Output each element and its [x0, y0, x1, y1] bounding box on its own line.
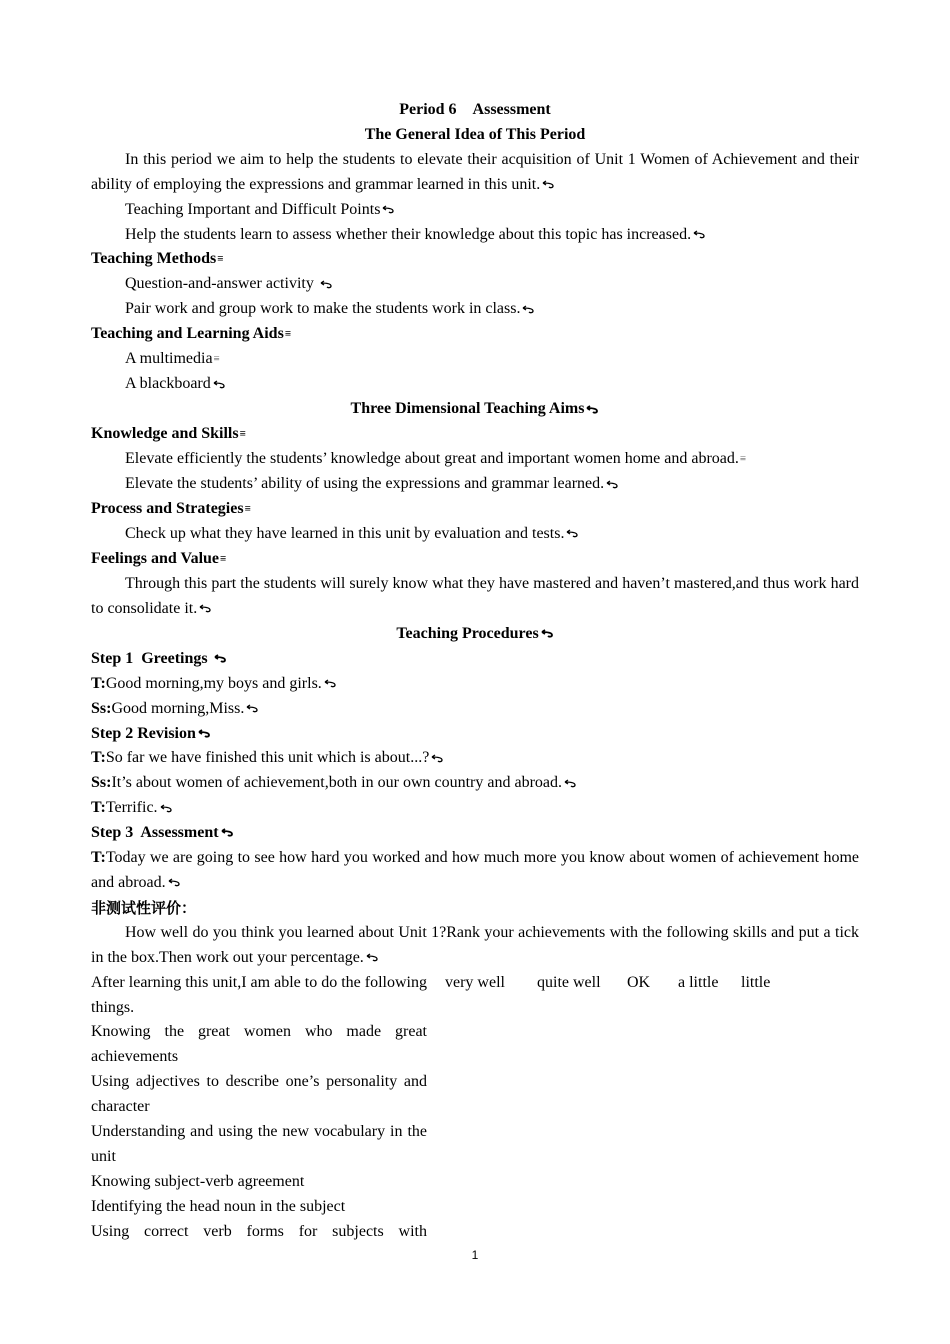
return-mark-icon — [323, 679, 337, 689]
important-points-label: Teaching Important and Difficult Points — [91, 198, 859, 223]
method-item: Pair work and group work to make the students work in class. — [91, 297, 859, 322]
knowledge-item: Elevate efficiently the students’ knowledge about great and important women home and abroad.≡ — [91, 447, 859, 472]
rating-headers — [445, 971, 781, 1245]
knowledge-heading: Knowledge and Skills≡ — [91, 422, 859, 447]
aids-heading: Teaching and Learning Aids≡ — [91, 322, 859, 347]
document-page — [91, 98, 859, 1245]
table-row: Understanding and using the new vocabulary in the unit — [91, 1123, 427, 1165]
return-mark-icon — [565, 529, 579, 539]
procedures-heading: Teaching Procedures — [91, 622, 859, 647]
step2-heading: Step 2 Revision — [91, 722, 859, 747]
self-assessment-table — [91, 971, 859, 1245]
return-mark-icon — [563, 779, 577, 789]
method-item: Question-and-answer activity — [91, 272, 859, 297]
important-points-text: Help the students learn to assess whether their knowledge about this topic has increased. — [91, 223, 859, 248]
paragraph-mark-icon: ≡ — [213, 353, 220, 366]
general-idea-paragraph: In this period we aim to help the students to elevate their acquisition of Unit 1 Women of Achievement and their ability of employing the expressions and grammar learned in this unit. — [91, 150, 859, 193]
paragraph-mark-icon: ≡ — [284, 328, 292, 341]
dialogue-line: T:Terrific. — [91, 796, 859, 821]
dialogue-line: T:So far we have finished this unit which is about...? — [91, 746, 859, 771]
return-mark-icon — [319, 280, 333, 290]
rank-instructions: How well do you think you learned about Unit 1?Rank your achievements with the following skills and put a tick in the box.Then work out your percentage. — [91, 923, 859, 966]
general-idea-heading: The General Idea of This Period — [364, 125, 586, 143]
methods-heading: Teaching Methods≡ — [91, 247, 859, 272]
skills-column — [91, 971, 427, 1245]
return-mark-icon — [605, 480, 619, 490]
table-row: Using adjectives to describe one’s personality and character — [91, 1073, 427, 1116]
header-very-well: very well — [445, 973, 505, 991]
feelings-heading: Feelings and Value≡ — [91, 547, 859, 572]
dialogue-line: T:Good morning,my boys and girls. — [91, 672, 859, 697]
process-text: Check up what they have learned in this unit by evaluation and tests. — [91, 522, 859, 547]
return-mark-icon — [212, 380, 226, 390]
return-mark-icon — [197, 729, 211, 739]
return-mark-icon — [692, 230, 706, 240]
return-mark-icon — [220, 828, 234, 838]
step1-heading: Step 1 Greetings — [91, 647, 859, 672]
process-heading: Process and Strategies≡ — [91, 497, 859, 522]
page-number: 1 — [471, 1248, 479, 1262]
return-mark-icon — [585, 405, 599, 415]
return-mark-icon — [540, 629, 554, 639]
return-mark-icon — [198, 604, 212, 614]
step3-text: T:Today we are going to see how hard you worked and how much more you know about women of achievement home and abroad. — [91, 849, 859, 891]
table-row: Using correct verb forms for subjects with — [91, 1222, 427, 1240]
feelings-text: Through this part the students will surely know what they have mastered and haven’t mastered,and thus work hard to consolidate it. — [91, 575, 859, 617]
paragraph-mark-icon: ≡ — [244, 503, 251, 516]
cn-heading: 非测试性评价： — [91, 898, 197, 917]
header-a-little: a little — [678, 973, 719, 991]
table-row: Knowing subject-verb agreement — [91, 1172, 305, 1190]
return-mark-icon — [541, 180, 555, 190]
return-mark-icon — [430, 754, 444, 764]
return-mark-icon — [521, 305, 535, 315]
dialogue-line: Ss:It’s about women of achievement,both in our own country and abroad. — [91, 771, 859, 796]
step3-heading: Step 3 Assessment — [91, 821, 859, 846]
table-row: Identifying the head noun in the subject — [91, 1197, 346, 1215]
return-mark-icon — [167, 878, 181, 888]
knowledge-item: Elevate the students’ ability of using the expressions and grammar learned. — [91, 472, 859, 497]
paragraph-mark-icon: ≡ — [217, 253, 224, 266]
return-mark-icon — [159, 804, 173, 814]
aims-heading: Three Dimensional Teaching Aims — [91, 397, 859, 422]
page-title: Period 6 Assessment — [399, 101, 551, 118]
header-little: little — [741, 973, 771, 991]
paragraph-mark-icon: ≡ — [239, 428, 246, 441]
return-mark-icon — [245, 704, 259, 714]
return-mark-icon — [381, 205, 395, 215]
aid-item: A blackboard — [91, 372, 859, 397]
return-mark-icon — [365, 953, 379, 963]
header-ok: OK — [627, 973, 651, 991]
dialogue-line: Ss:Good morning,Miss. — [91, 697, 859, 722]
aid-item: A multimedia≡ — [91, 347, 859, 372]
table-row: Knowing the great women who made great achievements — [91, 1023, 427, 1066]
paragraph-mark-icon: ≡ — [739, 453, 747, 466]
table-intro: After learning this unit,I am able to do the following things. — [91, 973, 427, 1016]
paragraph-mark-icon: ≡ — [220, 553, 227, 566]
header-quite-well: quite well — [537, 973, 601, 991]
return-mark-icon — [213, 654, 227, 664]
